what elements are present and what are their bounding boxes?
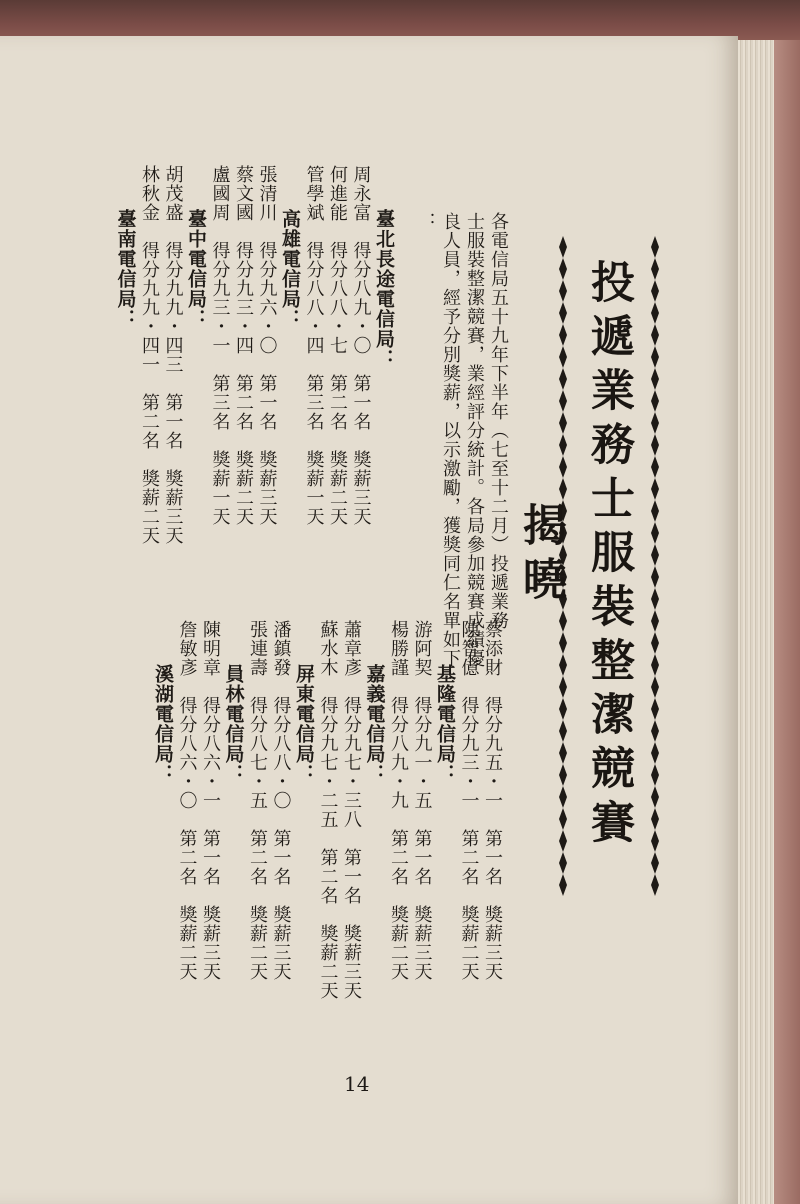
intro-line-row: 士服裝整潔競賽，業經評分統計。各局參加競賽成績優 bbox=[464, 212, 485, 668]
lower-list-heading: 屏東電信局： bbox=[293, 664, 315, 784]
intro-line-row: ： bbox=[416, 212, 437, 231]
lower-list-heading: 溪湖電信局： bbox=[152, 664, 174, 784]
intro-line-row: 良人員，經予分別獎薪，以示激勵，獲獎同仁名單如下 bbox=[440, 212, 461, 668]
upper-list-row: 管學斌 得分八八・四 第三名 獎薪一天 bbox=[303, 165, 325, 526]
lower-list-row: 楊勝謹 得分八九・九 第二名 獎薪二天 bbox=[388, 620, 409, 981]
lower-list-row: 蘇水木 得分九七・二五 第二名 獎薪二天 bbox=[317, 620, 339, 1000]
lower-list-row: 張連壽 得分八七・五 第二名 獎薪二天 bbox=[247, 620, 268, 981]
page-stack-edge bbox=[738, 40, 800, 1204]
upper-list-row: 林秋金 得分九九・四一 第二名 獎薪二天 bbox=[139, 165, 160, 545]
upper-list-heading: 臺南電信局： bbox=[114, 209, 137, 329]
lower-list-row: 詹敏彥 得分八六・〇 第二名 獎薪二天 bbox=[176, 620, 198, 981]
upper-list-heading: 臺中電信局： bbox=[185, 209, 207, 329]
lower-list-heading: 員林電信局： bbox=[222, 664, 245, 784]
intro-line-row: 各電信局五十九年下半年（七至十二月）投遞業務 bbox=[488, 212, 509, 630]
upper-list-row: 胡茂盛 得分九九・四三 第一名 獎薪三天 bbox=[162, 165, 184, 545]
upper-list-row: 周永富 得分八九・〇 第一名 獎薪三天 bbox=[350, 165, 372, 526]
upper-list-heading: 臺北長途電信局： bbox=[373, 209, 395, 369]
upper-list-heading: 高雄電信局： bbox=[279, 209, 301, 329]
upper-list-row: 何進能 得分八八・七 第二名 獎薪二天 bbox=[327, 165, 348, 526]
upper-list-row: 盧國周 得分九三・一 第三名 獎薪一天 bbox=[209, 165, 231, 526]
lower-list-heading: 基隆電信局： bbox=[434, 664, 456, 784]
lower-list-row: 陳明章 得分八六・一 第一名 獎薪三天 bbox=[200, 620, 221, 981]
lower-list-row: 潘鎮發 得分八八・〇 第一名 獎薪三天 bbox=[270, 620, 292, 981]
article-title: 投遞業務士服裝整潔競賽揭曉 bbox=[515, 259, 634, 853]
lower-list-row: 蕭章彥 得分九七・三八 第一名 獎薪三天 bbox=[341, 620, 362, 1000]
lower-list-row: 陳智億 得分九三・一 第二名 獎薪二天 bbox=[458, 620, 480, 981]
book-cover-edge bbox=[0, 0, 800, 40]
upper-list-row: 蔡文國 得分九三・四 第二名 獎薪二天 bbox=[233, 165, 254, 526]
lower-list-row: 蔡添財 得分九五・一 第一名 獎薪三天 bbox=[482, 620, 503, 981]
upper-list-row: 張清川 得分九六・〇 第一名 獎薪三天 bbox=[256, 165, 278, 526]
page-number: 14 bbox=[344, 1072, 370, 1096]
lower-list-heading: 嘉義電信局： bbox=[363, 664, 386, 784]
title-border-right bbox=[650, 236, 660, 896]
lower-list-row: 游阿契 得分九一・五 第一名 獎薪三天 bbox=[411, 620, 433, 981]
